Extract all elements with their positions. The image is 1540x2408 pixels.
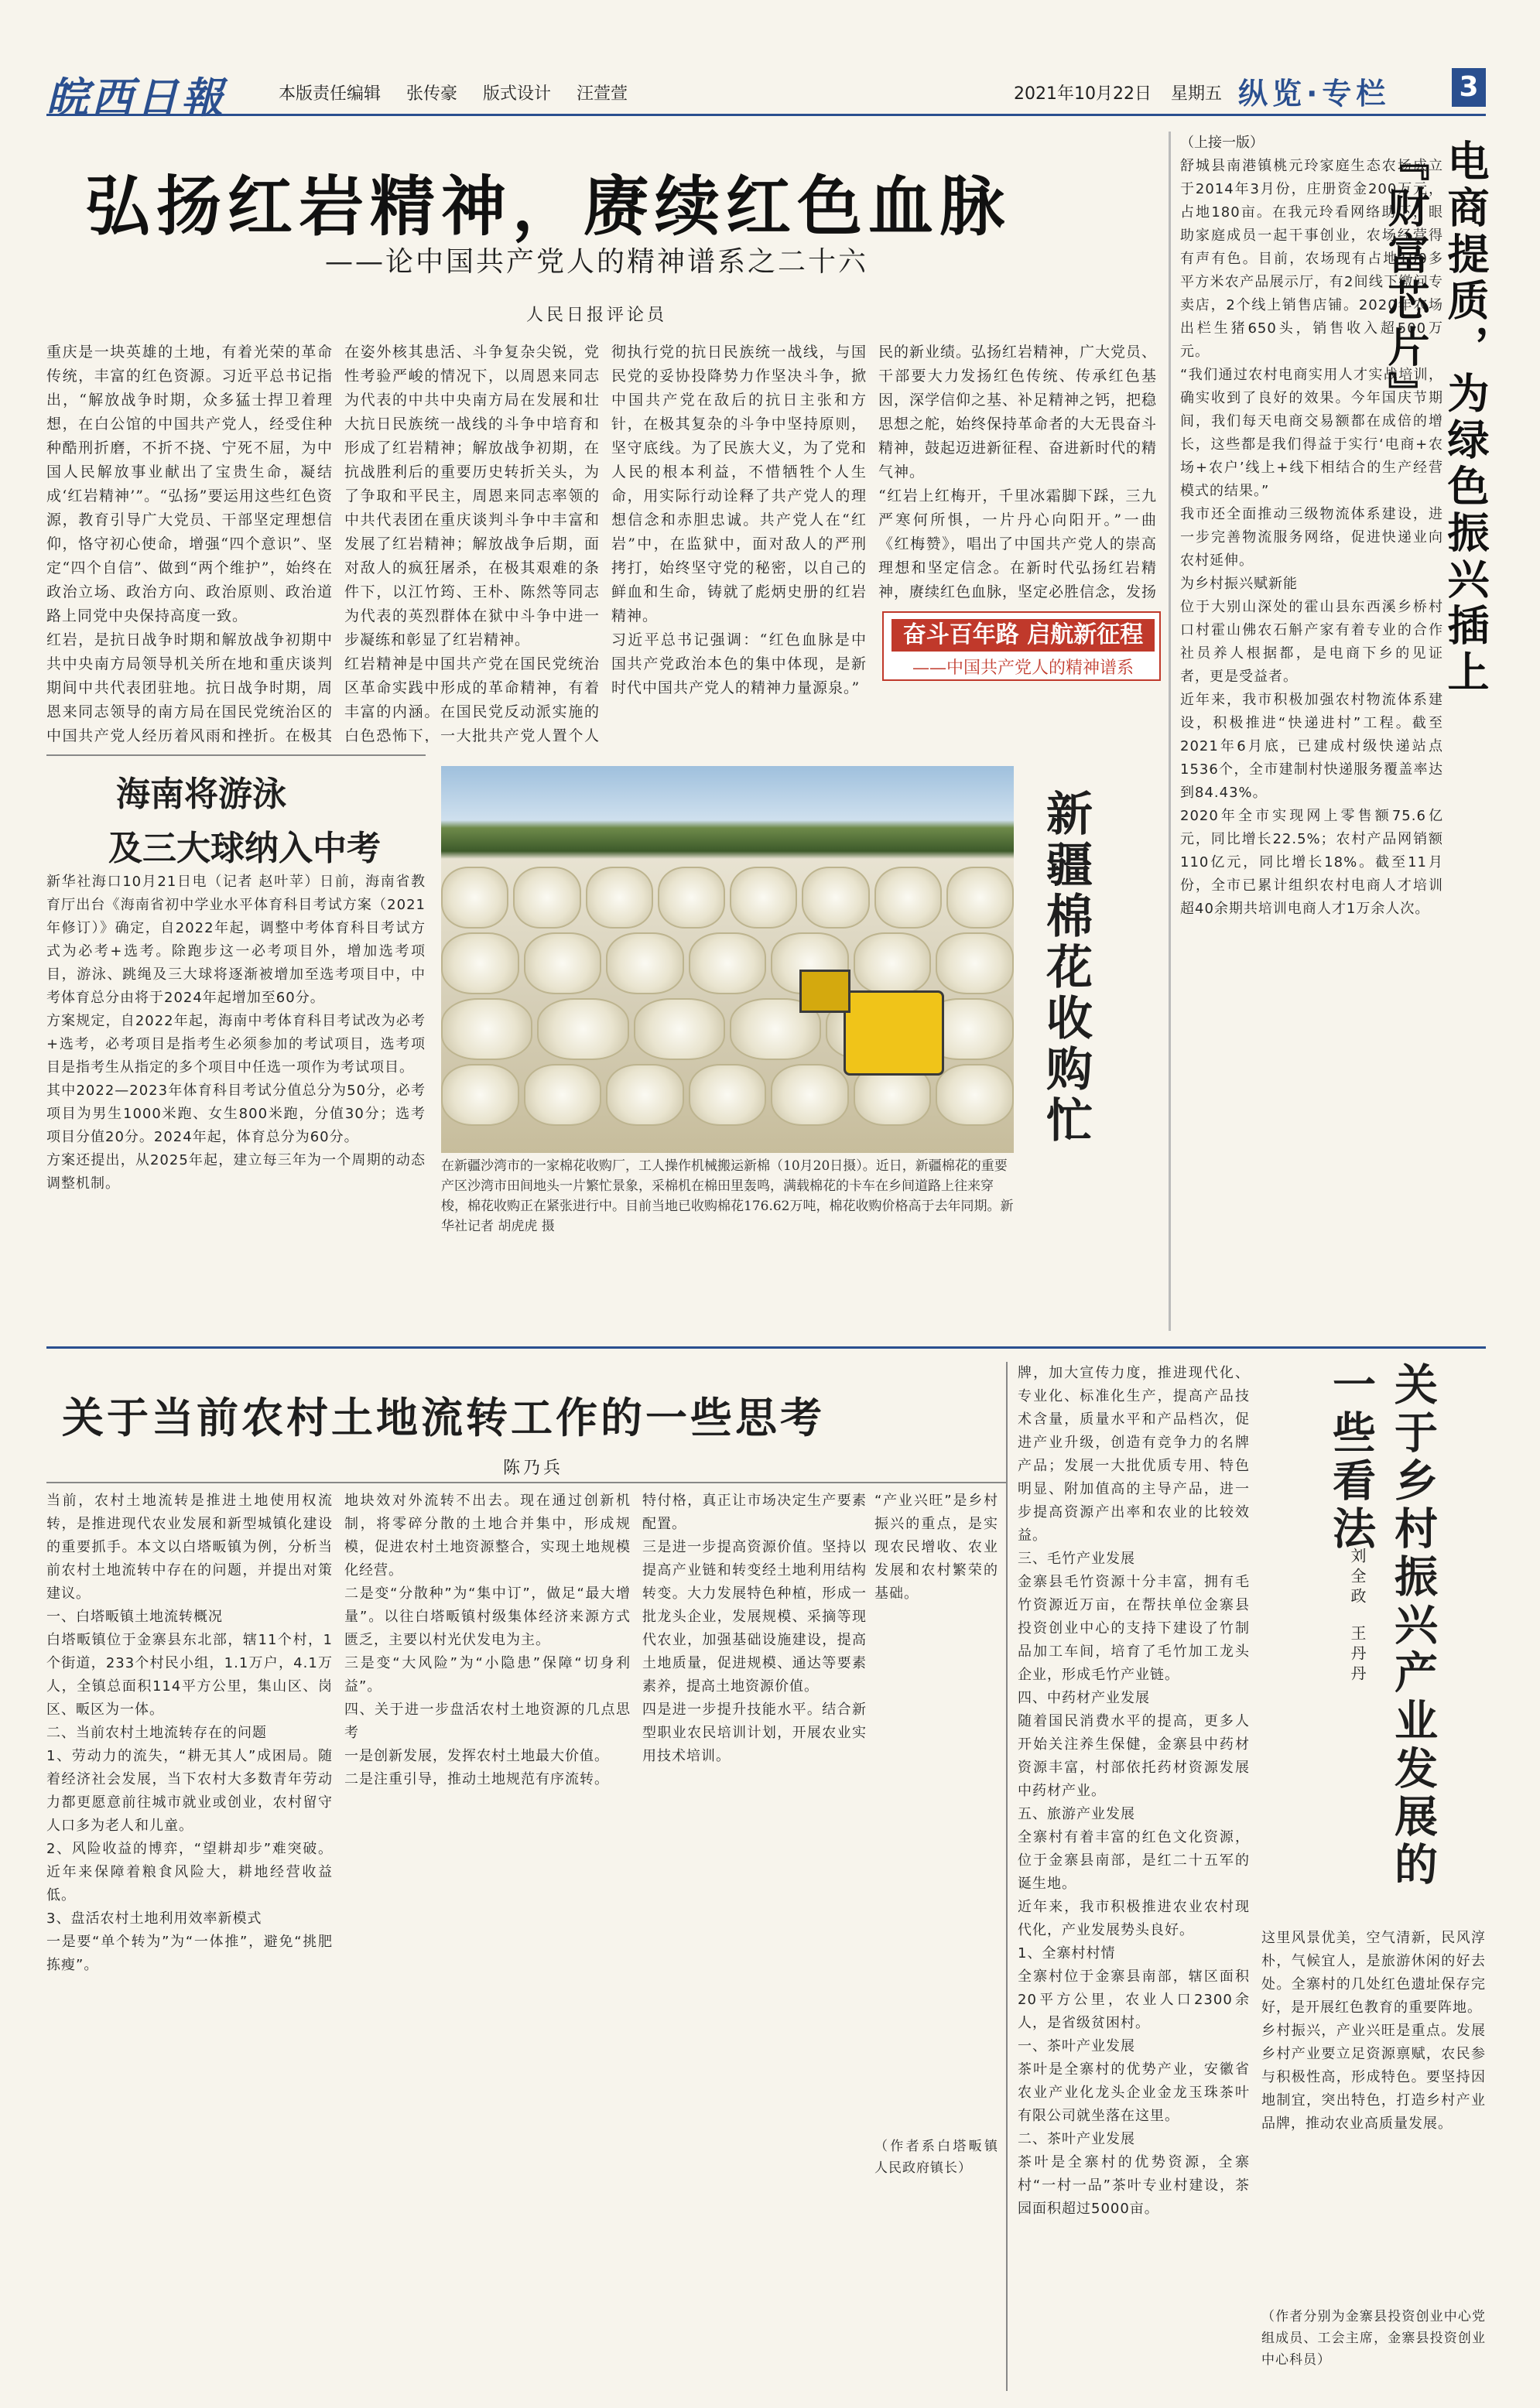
- land-headline: 关于当前农村土地流转工作的一些思考: [62, 1393, 825, 1442]
- issue-date: 2021年10月22日: [1014, 84, 1152, 104]
- section-rule: [46, 754, 426, 756]
- section-title: 纵览·专栏: [1238, 77, 1391, 111]
- loader-vehicle: [844, 990, 944, 1076]
- continued-tag: （上接一版）: [1180, 135, 1264, 151]
- lead-column-2: 在姿外核其患活、斗争复杂尖锐，党性考验严峻的情况下，以周恩来同志为代表的中共中央南方局在发展和壮大抗日民族统一战线的斗争中培育和形成了红岩精神；解放战争初期，在抗战胜利后的重要历史转折关头，为了争取和平民主，周恩来同志率领的中共代表团在重庆谈判斗争中丰富和发展了红岩精神；解放战争后期，面对敌人的疯狂屠杀，在极其艰难的条件下，以江竹筠、王朴、陈然等同志为代表的英烈群体在狱中斗争中进一步凝练和彰显了红岩精神。 红岩精神是中国共产党在国民党统治区革命实践中形成的革命精神，有着丰富的内涵。在国民党反动派实施的白色恐怖下，一大批共产党人置个人: [344, 344, 600, 743]
- rural-author-2: 王丹丹: [1348, 1625, 1367, 1685]
- banner-series: ——中国共产党人的精神谱系: [912, 658, 1134, 678]
- land-column-1: 当前，农村土地流转是推进土地使用权流转，是推进现代农业发展和新型城镇化建设的重要抓手。本文以白塔畈镇为例，分析当前农村土地流转中存在的问题，并提出对策建议。 一、白塔畈镇土地流转概况 白塔畈镇位于金寨县东北部，辖11个村，1个街道，233个村民小组，1.1万户，4.1万人，全镇总面积114平方公里，集山区、岗区、畈区为一体。 二、当前农村土地流转存在的问题 1、劳动力的流失，“耕无其人”成困局。随着经济社会发展，当下农村大多数青年劳动力都更愿意前往城市就业或创业，农村留守人口多为老人和儿童。 2、风险收益的博弈，“望耕却步”难突破。近年来保障着粮食风险大，耕地经营收益低。 3、盘活农村土地利用效率新模式 一是要“单个转为”为“一体推”，避免“挑肥拣瘦”。: [46, 1493, 333, 1973]
- rural-author-note: （作者分别为金寨县投资创业中心党组成员、工会主席，金寨县投资创业中心科员）: [1261, 2309, 1486, 2368]
- bale-row: [441, 932, 1014, 994]
- cotton-photo: [441, 766, 1014, 1153]
- lead-byline: 人民日报评论员: [526, 306, 668, 325]
- bale-row: [441, 867, 1014, 929]
- column-divider: [1006, 1362, 1008, 2391]
- editor-label: 本版责任编辑: [279, 84, 382, 104]
- hainan-body: 新华社海口10月21日电（记者 赵叶苹）日前，海南省教育厅出台《海南省初中学业水平体育科目考试方案（2021年修订）》确定，自2022年起，调整中考体育科目考试方式为必考+选考。除跑步这一必考项目外，增加选考项目，游泳、跳绳及三大球将逐渐被增加至选考项目中，中考体育总分由将于2024年起增加至60分。 方案规定，自2022年起，海南中考体育科目考试改为必考+选考，必考项目是指考生必须参加的考试项目，选考项目是指考生从指定的多个项目中任选一项作为考试项目。 其中2022—2023年体育科目考试分值总分为50分，必考项目为男生1000米跑、女生800米跑，分值30分；选考项目分值20分。2024年起，体育总分为60分。 方案还提出，从2025年起，建立每三年为一个周期的动态调整机制。: [46, 874, 426, 1192]
- series-banner: [882, 611, 1161, 681]
- banner-slogan: 奋斗百年路 启航新征程: [891, 619, 1155, 652]
- editor-credits: [279, 80, 648, 104]
- lead-headline: 弘扬红岩精神，赓续红色血脉: [85, 168, 1011, 245]
- ecommerce-body: 舒城县南港镇桃元玲家庭生态农场成立于2014年3月份，庄册资金200万元，占地180亩。在我元玲看网络助下，眼助家庭成员一起干事创业，农场经营得有声有色。目前，农场现有占地180多平方米农产品展示厅，有2间线下缴问专卖店，2个线上销售店铺。2020年农场出栏生猪650头，销售收入超500万元。 “我们通过农村电商实用人才实战培训，确实收到了良好的效果。今年国庆节期间，我们每天电商交易额都在成倍的增长，这些都是我们得益于实行‘电商+农场+农户’线上+线下相结合的生产经营模式的结果。” 我市还全面推动三级物流体系建设，进一步完善物流服务网络，促进快递业向农村延伸。 为乡村振兴赋新能 位于大别山深处的霍山县东西溪乡桥村口村霍山佛农石斛产家有着专业的合作社员养人根据都，是电商下乡的见证者，更是受益者。 近年来，我市积极加强农村物流体系建设，积极推进“快递进村”工程。截至2021年6月底，已建成村级快递站点1536个，全市建制村快递服务覆盖率达到84.43%。 2020年全市实现网上零售额75.6亿元，同比增长22.5%；农村产品网销额110亿元，同比增长18%。截至11月份，全市已累计组织农村电商人才培训超40余期共培训电商人才1万余人次。: [1180, 158, 1443, 917]
- designer-name: 汪萱萱: [577, 84, 628, 104]
- land-sidebar-note: “产业兴旺”是乡村振兴的重点，是实现农民增收、农业发展和农村繁荣的基础。: [874, 1493, 998, 1602]
- byline-rule: [46, 1482, 1006, 1483]
- lead-column-4: 民的新业绩。弘扬红岩精神，广大党员、干部要大力发扬红色传统、传承红色基因，深学信仰之基、补足精神之钙，把稳思想之舵，始终保持革命者的大无畏奋斗精神，鼓起迈进新征程、奋进新时代的精气神。 “红岩上红梅开，千里冰霜脚下踩，三九严寒何所惧，一片丹心向阳开。”一曲《红梅赞》，唱出了中国共产党人的崇高理想和坚定信念。在新时代弘扬红岩精神，赓续红色血脉，坚定必胜信念，发扬: [878, 344, 1157, 600]
- newspaper-logo: 皖西日報: [46, 73, 226, 122]
- section-divider: [46, 1346, 1486, 1349]
- editor-name: 张传豪: [406, 84, 458, 104]
- hainan-headline-1: 海南将游泳: [116, 775, 286, 814]
- rural-author-1: 刘全政: [1348, 1548, 1367, 1608]
- xinjiang-headline: 新疆棉花收购忙: [1039, 789, 1093, 1147]
- lead-column-3: 彻执行党的抗日民族统一战线，与国民党的妥协投降势力作坚决斗争，掀中国共产党在敌后的抗日主张和方针，在极其复杂的斗争中坚持原则，坚守底线。为了民族大义，为了党和人民的根本利益，不惜牺牲个人生命，用实际行动诠释了共产党人的理想信念和赤胆忠诚。共产党人在“红岩”中，在监狱中，面对敌人的严刑拷打，始终坚守党的秘密，以自己的鲜血和生命，铸就了彪炳史册的红岩精神。 习近平总书记强调：“红色血脉是中国共产党政治本色的集中体现，是新时代中国共产党人的精神力量源泉。”: [611, 344, 867, 696]
- land-byline: 陈乃兵: [503, 1459, 564, 1478]
- page-number: 3: [1452, 68, 1486, 107]
- lead-column-1: 重庆是一块英雄的土地，有着光荣的革命传统，丰富的红色资源。习近平总书记指出，“解放战争时期，众多猛士捍卫着理想，在白公馆的中国共产党人，经受住种种酷刑折磨，不折不挠、宁死不屈，为中国人民解放事业献出了宝贵生命，凝结成‘红岩精神’”。“弘扬”要运用这些红色资源，教育引导广大党员、干部坚定理想信仰，恪守初心使命，增强“四个意识”、坚定“四个自信”、做到“两个维护”，始终在政治立场、政治方向、政治原则、政治道路上同党中央保持高度一致。 红岩，是抗日战争时期和解放战争初期中共中央南方局领导机关所在地和重庆谈判期间中共代表团驻地。抗日战争时期，周恩来同志领导的南方局在国民党统治区的中国共产党人经历着风雨和挫折。在极其: [46, 344, 333, 743]
- ecommerce-headline: 电商提质，为绿色振兴插上『财富芯片』: [1381, 139, 1490, 696]
- photo-caption: 在新疆沙湾市的一家棉花收购厂，工人操作机械搬运新棉（10月20日摄）。近日，新疆棉花的重要产区沙湾市田间地头一片繁忙景象，采棉机在棉田里轰鸣，满载棉花的卡车在乡间道路上往来穿梭，棉花收购正在紧张进行中。目前当地已收购棉花176.62万吨，棉花收购价格高于去年同期。新华社记者 胡虎虎 摄: [441, 1158, 1014, 1234]
- rural-headline: 关于乡村振兴产业发展的一些看法: [1326, 1362, 1439, 1890]
- hainan-headline-2: 及三大球纳入中考: [108, 829, 381, 868]
- issue-weekday: 星期五: [1170, 84, 1222, 104]
- rural-column-1: 牌，加大宣传力度，推进现代化、专业化、标准化生产，提高产品技术含量，质量水平和产品档次，促进产业升级，创造有竞争力的名牌产品；发展一大批优质专用、特色明显、附加值高的主导产品，进一步提高资源产出率和农业的比较效益。 三、毛竹产业发展 金寨县毛竹资源十分丰富，拥有毛竹资源近万亩，在帮扶单位金寨县投资创业中心的支持下建设了竹制品加工车间，培育了毛竹加工龙头企业，形成毛竹产业链。 四、中药材产业发展 随着国民消费水平的提高，更多人开始关注养生保健，金寨县中药材资源丰富，村部依托药材资源发展中药材产业。 五、旅游产业发展 全寨村有着丰富的红色文化资源，位于金寨县南部，是红二十五军的诞生地。 近年来，我市积极推进农业农村现代化，产业发展势头良好。 1、全寨村村情 全寨村位于金寨县南部，辖区面积20平方公里，农业人口2300余人，是省级贫困村。 一、茶叶产业发展 茶叶是全寨村的优势产业，安徽省农业产业化龙头企业金龙玉珠茶叶有限公司就坐落在这里。 二、茶叶产业发展 茶叶是全寨村的优势资源，全寨村“一村一品”茶叶专业村建设，茶园面积超过5000亩。: [1018, 1365, 1250, 2217]
- land-author-note: （作者系白塔畈镇人民政府镇长）: [874, 2139, 998, 2176]
- dateline: [1014, 80, 1236, 104]
- designer-label: 版式设计: [483, 84, 552, 104]
- column-divider: [1169, 132, 1171, 1331]
- rural-column-3: 这里风景优美，空气清新，民风淳朴，气候宜人，是旅游休闲的好去处。全寨村的几处红色遗址保存完好，是开展红色教育的重要阵地。 乡村振兴，产业兴旺是重点。发展乡村产业要立足资源禀赋，农民参与积极性高，形成特色。要坚持因地制宜，突出特色，打造乡村产业品牌，推动农业高质量发展。: [1261, 1930, 1486, 2132]
- lead-subtitle: ——论中国共产党人的精神谱系之二十六: [325, 246, 869, 278]
- land-column-2: 地块效对外流转不出去。现在通过创新机制，将零碎分散的土地合并集中，形成规模，促进农村土地资源整合，实现土地规模化经营。 二是变“分散种”为“集中订”，做足“最大增量”。以往白塔畈镇村级集体经济来源方式匮乏，主要以村光伏发电为主。 三是变“大风险”为“小隐患”保障“切身利益”。 四、关于进一步盘活农村土地资源的几点思考 一是创新发展，发挥农村土地最大价值。 二是注重引导，推动土地规范有序流转。: [344, 1493, 631, 1787]
- land-column-3: 特付格，真正让市场决定生产要素配置。 三是进一步提高资源价值。坚持以提高产业链和转变经土地利用结构转变。大力发展特色种植，形成一批龙头企业，发展规模、采摘等现代农业，加强基础设施建设，提高土地质量，促进规模、通达等要素素养，提高土地资源价值。 四是进一步提升技能水平。结合新型职业农民培训计划，开展农业实用技术培训。: [642, 1493, 867, 1764]
